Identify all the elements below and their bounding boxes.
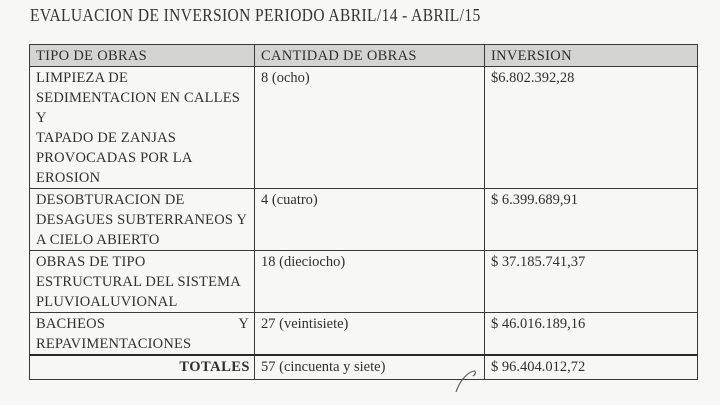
totals-label: TOTALES (30, 355, 255, 380)
tipo-word: Y (238, 316, 249, 332)
cantidad-cell: 18 (dieciocho) (255, 251, 485, 313)
cantidad-cell: 27 (veintisiete) (255, 313, 485, 356)
investment-table (29, 44, 697, 380)
header-cantidad-de-obras: CANTIDAD DE OBRAS (255, 45, 485, 67)
table-row (30, 251, 698, 313)
totals-row (30, 355, 698, 380)
tipo-line: OBRAS DE TIPO (36, 254, 146, 270)
inversion-cell: $6.802.392,28 (485, 67, 698, 189)
totals-inversion: $ 96.404.012,72 (485, 355, 698, 380)
tipo-line: EROSION (36, 170, 101, 186)
tipo-line: PLUVIOALUVIONAL (36, 294, 178, 310)
tipo-line: REPAVIMENTACIONES (36, 336, 192, 352)
cantidad-cell: 8 (ocho) (255, 67, 485, 189)
tipo-word: BACHEOS (36, 316, 106, 332)
tipo-cell (30, 189, 255, 251)
handwritten-mark-icon (454, 368, 478, 394)
table-row (30, 313, 698, 356)
document-title: EVALUACION DE INVERSION PERIODO ABRIL/14 - ABRIL/15 (30, 6, 481, 26)
tipo-line: PROVOCADAS POR LA (36, 150, 193, 166)
inversion-cell: $ 46.016.189,16 (485, 313, 698, 356)
tipo-line: A CIELO ABIERTO (36, 232, 160, 248)
header-inversion: INVERSION (485, 45, 698, 67)
tipo-line: TAPADO DE ZANJAS (36, 130, 177, 146)
tipo-line: DESOBTURACION DE (36, 192, 185, 208)
tipo-line: DESAGUES SUBTERRANEOS Y (36, 212, 248, 228)
tipo-cell (30, 313, 255, 356)
tipo-cell (30, 67, 255, 189)
inversion-cell: $ 6.399.689,91 (485, 189, 698, 251)
table-row (30, 189, 698, 251)
totals-cantidad: 57 (cincuenta y siete) (255, 355, 485, 380)
tipo-line-justified (36, 314, 249, 334)
tipo-cell (30, 251, 255, 313)
tipo-line: ESTRUCTURAL DEL SISTEMA (36, 274, 241, 290)
cantidad-cell: 4 (cuatro) (255, 189, 485, 251)
tipo-line: LIMPIEZA DE (36, 70, 129, 86)
table-header-row (30, 45, 698, 67)
tipo-line: SEDIMENTACION EN CALLES Y (36, 90, 241, 126)
header-tipo-de-obras: TIPO DE OBRAS (30, 45, 255, 67)
table-row (30, 67, 698, 189)
inversion-cell: $ 37.185.741,37 (485, 251, 698, 313)
